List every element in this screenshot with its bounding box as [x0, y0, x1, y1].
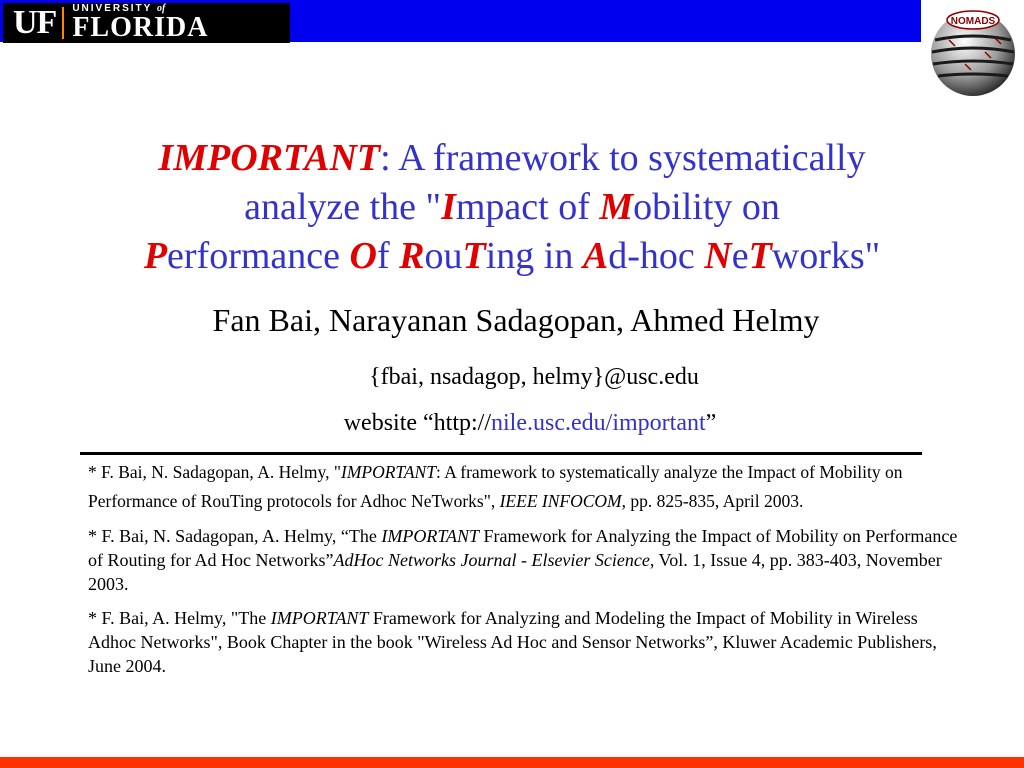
title-letter: M [599, 186, 634, 228]
uf-florida-logo [3, 3, 290, 43]
nomads-globe-logo [925, 2, 1021, 98]
reference-item [88, 524, 968, 596]
ref-text: : A framework to systematically analyze the Impact of Mobility on Performance of RouTing protocols for Adhoc NeTworks", [88, 462, 903, 511]
title-important: IMPORTANT [158, 137, 381, 179]
ref-emph: IMPORTANT [381, 526, 480, 546]
website-suffix: ” [705, 410, 717, 436]
title-letter: P [143, 235, 168, 277]
ref-text: Framework for Analyzing the Impact of Mobility on Performance of Routing for Ad Hoc Networks” [88, 526, 958, 570]
title-text: : A framework to systematically [380, 137, 866, 179]
ref-emph: IMPORTANT [270, 608, 369, 628]
title-text: e [731, 235, 749, 277]
title-letter: A [582, 235, 609, 277]
title-text: obility on [633, 186, 780, 228]
ref-text: , pp. 825-835, April 2003. [621, 491, 804, 511]
website-link[interactable]: nile.usc.edu/important [491, 410, 706, 436]
title-letter: T [462, 235, 486, 277]
nomads-label: NOMADS [950, 16, 996, 27]
title-text: analyze the " [244, 186, 442, 228]
title-letter: N [704, 235, 732, 277]
ref-venue: AdHoc Networks Journal - Elsevier Science [333, 550, 650, 570]
ref-text: Framework for Analyzing and Modeling the Impact of Mobility in Wireless Adhoc Networks", Book Chapter in the book "Wireless Ad Hoc and Sensor Networks”, Kluwer Academic Publishers, June 2004. [88, 608, 937, 676]
bottom-bar [0, 757, 1024, 768]
title-letter: O [349, 235, 377, 277]
title-letter: I [441, 186, 456, 228]
slide-title [20, 134, 1004, 281]
title-text: ou [424, 235, 463, 277]
title-text: f [376, 235, 400, 277]
references [88, 458, 968, 678]
ref-venue: IEEE INFOCOM [499, 491, 622, 511]
title-text: mpact of [455, 186, 600, 228]
authors [0, 302, 1024, 339]
ref-text: , Vol. 1, Issue 4, pp. 383-403, November 2003. [88, 550, 942, 594]
logo-florida: FLORIDA [72, 12, 209, 43]
divider-rule [80, 452, 922, 455]
uf-logo-mark: UF [13, 4, 57, 41]
uf-logo-words [72, 4, 208, 42]
authors-text: Fan Bai, Narayanan Sadagopan, Ahmed Helmy [212, 302, 820, 338]
title-text: erformance [167, 235, 350, 277]
website-prefix: website “http:// [343, 410, 492, 436]
logo-university: UNIVERSITY [72, 3, 153, 14]
author-emails: {fbai, nsadagop, helmy}@usc.edu [369, 364, 699, 390]
website-line [0, 410, 1024, 437]
logo-divider [62, 7, 64, 39]
title-text: d-hoc [608, 235, 705, 277]
ref-emph: IMPORTANT [341, 462, 436, 482]
title-text: ing in [485, 235, 583, 277]
title-letter: T [748, 235, 772, 277]
title-text: works" [771, 235, 881, 277]
ref-text: * F. Bai, A. Helmy, "The [88, 608, 271, 628]
reference-item [88, 458, 968, 516]
logo-of: of [156, 3, 166, 14]
ref-text: * F. Bai, N. Sadagopan, A. Helmy, “The [88, 526, 382, 546]
title-letter: R [399, 235, 425, 277]
reference-item [88, 606, 968, 678]
ref-text: * F. Bai, N. Sadagopan, A. Helmy, " [88, 462, 341, 482]
